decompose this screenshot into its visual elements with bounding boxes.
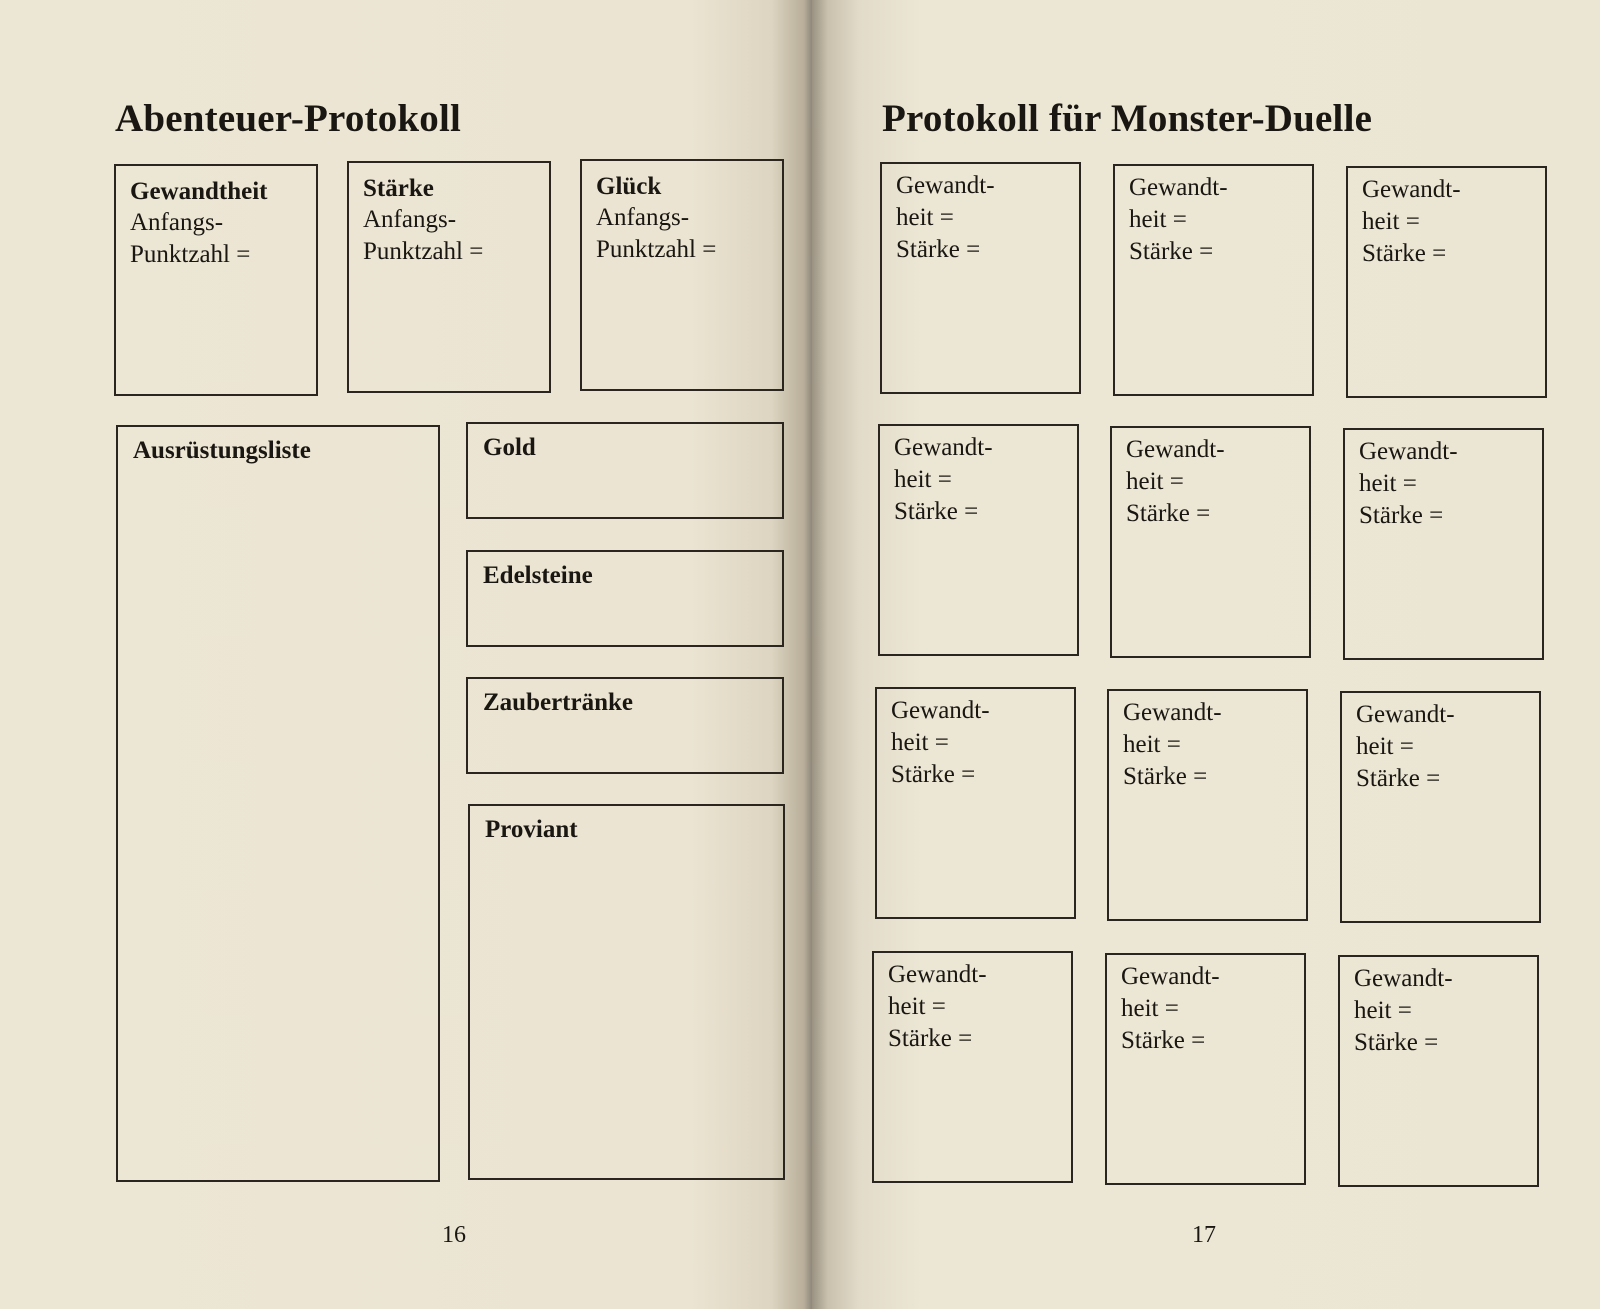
monster-box[interactable] [1105,953,1306,1185]
luck-initial-label: Anfangs- [596,204,690,231]
monster-box[interactable] [1107,689,1308,921]
stamina-label: Stärke = [1362,240,1447,267]
skill-label: Gewandt- [888,961,987,988]
stamina-label: Stärke = [1121,1027,1206,1054]
adventure-log-heading: Abenteuer-Protokoll [115,97,462,140]
skill-label: Gewandt- [1123,699,1222,726]
skill-label: Gewandt- [891,697,990,724]
skill-label: Gewandt- [1354,965,1453,992]
monster-box[interactable] [878,424,1079,656]
skill-label-cont: heit = [1354,997,1412,1024]
skill-label-cont: heit = [1121,995,1179,1022]
skill-label: Gewandt- [1126,436,1225,463]
monster-box[interactable] [875,687,1076,919]
potions-box[interactable] [466,677,784,774]
skill-label: Gewandt- [1362,176,1461,203]
skill-label-cont: heit = [1126,468,1184,495]
provisions-box[interactable] [468,804,785,1180]
stamina-label: Stärke = [1354,1029,1439,1056]
skill-label-cont: heit = [1356,733,1414,760]
monster-box[interactable] [1338,955,1539,1187]
stamina-title: Stärke [363,175,434,202]
stamina-label: Stärke = [1129,238,1214,265]
gold-box[interactable] [466,422,784,519]
skill-label: Gewandt- [1129,174,1228,201]
skill-label: Gewandt- [1359,438,1458,465]
skill-score-label: Punktzahl = [130,241,251,268]
luck-box[interactable] [580,159,784,391]
page-number-left: 16 [442,1222,466,1248]
page-number-right: 17 [1192,1222,1216,1248]
monster-box[interactable] [1346,166,1547,398]
monster-box[interactable] [872,951,1073,1183]
monster-box[interactable] [1343,428,1544,660]
skill-label-cont: heit = [894,466,952,493]
skill-label-cont: heit = [1362,208,1420,235]
stamina-label: Stärke = [896,236,981,263]
skill-label-cont: heit = [1359,470,1417,497]
stamina-label: Stärke = [1123,763,1208,790]
monster-box[interactable] [1340,691,1541,923]
skill-label: Gewandt- [1356,701,1455,728]
stamina-box[interactable] [347,161,551,393]
skill-label-cont: heit = [1123,731,1181,758]
monster-box[interactable] [1110,426,1311,658]
skill-label: Gewandt- [894,434,993,461]
monster-duel-log-heading: Protokoll für Monster-Duelle [882,97,1373,140]
skill-box[interactable] [114,164,318,396]
stamina-label: Stärke = [1356,765,1441,792]
skill-label-cont: heit = [888,993,946,1020]
skill-label-cont: heit = [891,729,949,756]
stamina-label: Stärke = [1359,502,1444,529]
gems-title: Edelsteine [483,562,593,589]
gems-box[interactable] [466,550,784,647]
skill-title: Gewandtheit [130,178,268,205]
luck-score-label: Punktzahl = [596,236,717,263]
stamina-score-label: Punktzahl = [363,238,484,265]
skill-initial-label: Anfangs- [130,209,224,236]
stamina-label: Stärke = [888,1025,973,1052]
stamina-initial-label: Anfangs- [363,206,457,233]
stamina-label: Stärke = [891,761,976,788]
equipment-list-box[interactable] [116,425,440,1182]
skill-label: Gewandt- [1121,963,1220,990]
stamina-label: Stärke = [1126,500,1211,527]
skill-label: Gewandt- [896,172,995,199]
skill-label-cont: heit = [896,204,954,231]
monster-box[interactable] [880,162,1081,394]
skill-label-cont: heit = [1129,206,1187,233]
potions-title: Zaubertränke [483,689,633,716]
equipment-list-title: Ausrüstungsliste [133,437,311,464]
gold-title: Gold [483,434,536,461]
provisions-title: Proviant [485,816,578,843]
luck-title: Glück [596,173,662,200]
monster-box[interactable] [1113,164,1314,396]
stamina-label: Stärke = [894,498,979,525]
